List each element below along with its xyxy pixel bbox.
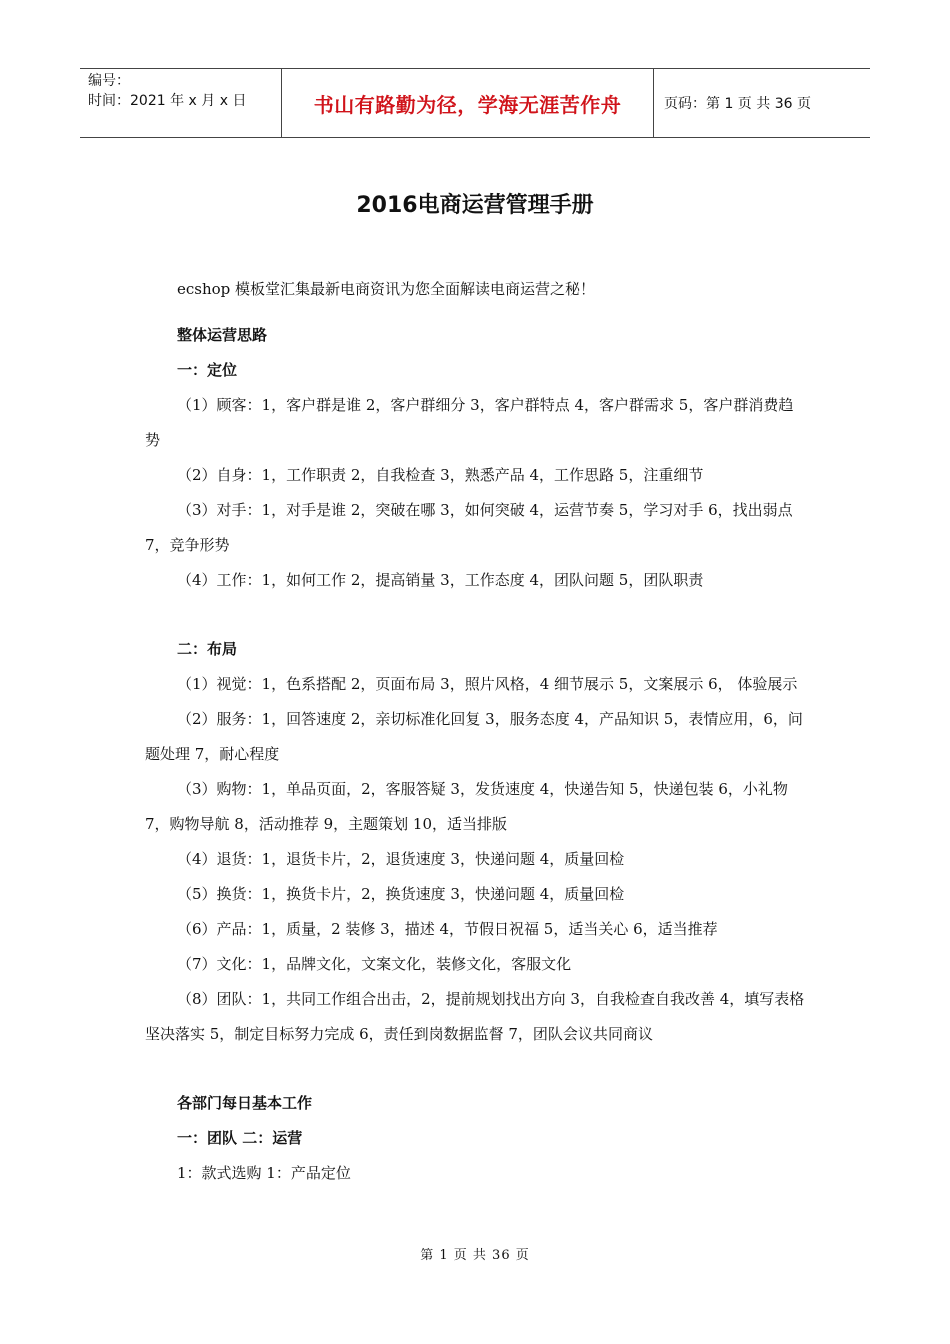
page-header bbox=[80, 68, 870, 138]
number-label: 编号： bbox=[88, 73, 130, 89]
subheading-layout: 二：布局 bbox=[177, 640, 238, 658]
intro-paragraph: ecshop 模板堂汇集最新电商资讯为您全面解读电商运营之秘！ bbox=[177, 280, 596, 298]
header-motto: 书山有路勤为径，学海无涯苦作舟 bbox=[282, 69, 654, 137]
list-item: （1）顾客：1，客户群是谁 2，客户群细分 3，客户群特点 4，客户群需求 5，客户群消费趋势 bbox=[145, 396, 794, 449]
list-item: （2）服务：1，回答速度 2，亲切标准化回复 3，服务态度 4，产品知识 5，表情应用，6，问题处理 7，耐心程度 bbox=[145, 710, 803, 763]
list-item: （1）视觉：1，色系搭配 2，页面布局 3，照片风格，4 细节展示 5，文案展示 6， 体验展示 bbox=[177, 675, 798, 693]
list-item: （8）团队：1，共同工作组合出击，2，提前规划找出方向 3，自我检查自我改善 4，填写表格坚决落实 5，制定目标努力完成 6，责任到岗数据监督 7，团队会议共同商议 bbox=[145, 990, 805, 1043]
list-item: （6）产品：1，质量，2 装修 3，描述 4，节假日祝福 5，适当关心 6，适当推荐 bbox=[177, 920, 718, 938]
subheading-team-operations: 一：团队 二：运营 bbox=[177, 1129, 303, 1147]
time-label: 时间：2021 年 x 月 x 日 bbox=[88, 93, 247, 109]
header-meta bbox=[80, 69, 282, 137]
list-item: （4）退货：1，退货卡片，2，退货速度 3，快递问题 4，质量回检 bbox=[177, 850, 625, 868]
list-item: （7）文化：1，品牌文化，文案文化，装修文化，客服文化 bbox=[177, 955, 572, 973]
subheading-positioning: 一：定位 bbox=[177, 361, 238, 379]
header-page-info: 页码：第 1 页 共 36 页 bbox=[664, 96, 811, 112]
section-heading-overall: 整体运营思路 bbox=[177, 326, 268, 344]
list-item: （2）自身：1，工作职责 2，自我检查 3，熟悉产品 4，工作思路 5，注重细节 bbox=[177, 466, 704, 484]
list-item: （3）对手：1，对手是谁 2，突破在哪 3，如何突破 4，运营节奏 5，学习对手 6，找出弱点 7，竞争形势 bbox=[145, 501, 793, 554]
list-item: （3）购物：1，单品页面，2，客服答疑 3，发货速度 4，快递告知 5，快递包装 6，小礼物 7，购物导航 8，活动推荐 9，主题策划 10，适当排版 bbox=[145, 780, 788, 833]
document-title: 2016电商运营管理手册 bbox=[356, 193, 594, 218]
list-item: 1：款式选购 1：产品定位 bbox=[177, 1164, 351, 1182]
list-item: （4）工作：1，如何工作 2，提高销量 3，工作态度 4，团队问题 5，团队职责 bbox=[177, 571, 704, 589]
section-heading-daily-work: 各部门每日基本工作 bbox=[177, 1094, 313, 1112]
list-item: （5）换货：1，换货卡片，2，换货速度 3，快递问题 4，质量回检 bbox=[177, 885, 625, 903]
page-footer: 第 1 页 共 36 页 bbox=[420, 1248, 530, 1263]
document-body bbox=[145, 272, 805, 1191]
